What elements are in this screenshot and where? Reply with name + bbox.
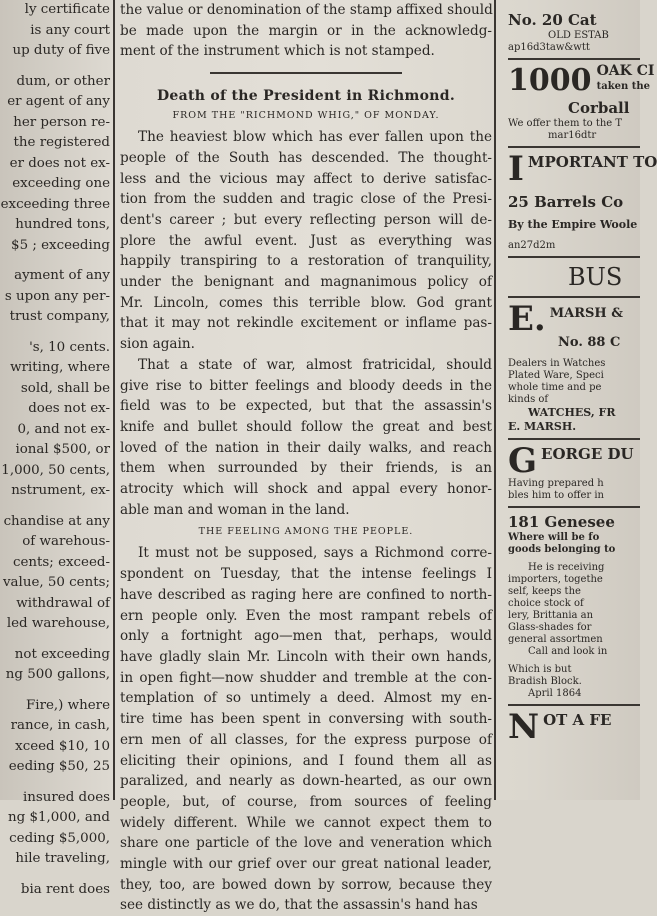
text-line: share one particle of the love and veneration which: [120, 835, 492, 852]
text-line: chandise at any: [3, 513, 110, 529]
text-line: s upon any per-: [4, 288, 110, 304]
text-line: bia rent does: [20, 881, 110, 897]
ad-marsh-sign: E. MARSH.: [508, 420, 577, 433]
text-line: 0, and not ex-: [17, 421, 110, 437]
text-line: templation of so untimely a deed. Almost my en-: [120, 690, 492, 707]
text-line: It must not be supposed, says a Richmond corre-: [138, 545, 492, 562]
text-line: That a state of war, almost fratricidal, should: [138, 356, 492, 373]
ad-genesee-line11: Which is but: [508, 664, 572, 675]
text-line: value, 50 cents;: [2, 575, 110, 590]
article-subhead: THE FEELING AMONG THE PEOPLE.: [198, 526, 414, 538]
ad-genesee-line1: Where will be fo: [508, 532, 600, 543]
ad-marsh-line4: kinds of: [508, 394, 549, 405]
text-line: ayment of any: [14, 268, 110, 283]
text-line: Mr. Lincoln, comes this terrible blow. God grant: [120, 294, 492, 311]
text-line: [0, 778, 110, 788]
paragraph-3: [120, 543, 492, 916]
text-line: eeding $50, 25: [8, 759, 110, 774]
text-line: knife and bullet should follow the great and best: [120, 418, 492, 435]
ad-genesee-line8: Glass-shades for: [508, 622, 592, 633]
text-line: $5 ; exceeding: [11, 237, 110, 253]
text-line: [0, 328, 110, 338]
text-line: eliciting their opinions, and I found them all as: [120, 752, 492, 769]
text-line: [0, 870, 110, 880]
text-line: plore the awful event. Just as everything was: [120, 232, 492, 249]
text-line: people, but, of course, from sources of feeling: [120, 793, 492, 810]
ad-divider: [508, 58, 640, 60]
ad-empire: By the Empire Woole: [508, 218, 638, 231]
text-line: [0, 502, 110, 512]
text-line: they, too, are bowed down by sorrow, because they: [120, 876, 492, 893]
text-line: ng 500 gallons,: [5, 667, 110, 682]
ad-divider: [508, 704, 640, 706]
text-line: that it may not rekindle excitement or inflame pas-: [120, 315, 492, 332]
ad-catalogue-sub: OLD ESTAB: [548, 30, 609, 41]
article-source: FROM THE "RICHMOND WHIG," OF MONDAY.: [172, 110, 440, 122]
text-line: of warehous-: [22, 534, 110, 549]
text-line: hundred tons,: [15, 217, 110, 232]
ad-oak-number: 1000: [508, 63, 592, 98]
text-line: er does not ex-: [9, 155, 110, 171]
text-line: er agent of any: [7, 94, 110, 109]
ad-marsh-line2: Plated Ware, Speci: [508, 370, 604, 381]
text-line: [0, 62, 110, 72]
article-column: [120, 0, 493, 914]
ad-code-1: ap16d3taw&wtt: [508, 42, 590, 53]
ad-divider: [508, 296, 640, 298]
column-rule-left: [113, 0, 115, 800]
text-line: have gladly slain Mr. Lincoln with their own hands,: [120, 648, 492, 665]
text-line: spondent on Tuesday, that the intense feelings I: [120, 566, 492, 583]
left-column: [0, 0, 110, 897]
text-line: ceding $5,000,: [9, 830, 110, 846]
ad-divider: [508, 506, 640, 508]
text-line: widely different. While we cannot expect them to: [120, 814, 492, 831]
text-line: under the benignant and magnanimous policy of: [120, 274, 492, 291]
ad-george-line2: bles him to offer in: [508, 490, 604, 501]
text-line: ly certificate: [24, 2, 110, 17]
text-line: withdrawal of: [16, 595, 110, 611]
text-line: hile traveling,: [15, 851, 110, 866]
business-section-heading: BUS: [568, 263, 623, 291]
text-line: The heaviest blow which has ever fallen upon the: [138, 129, 492, 146]
text-line: give rise to bitter feelings and bloody deeds in the: [120, 377, 492, 394]
text-line: be made upon the margin or in the acknowledg-: [120, 22, 492, 39]
text-line: ional $500, or: [15, 442, 110, 457]
preceding-article-tail: [120, 0, 492, 62]
text-line: insured does: [23, 789, 110, 805]
ad-oak-offer: We offer them to the T: [508, 118, 623, 129]
ad-genesee-line12: Bradish Block.: [508, 676, 582, 687]
text-line: [0, 686, 110, 696]
text-line: happily transpiring to a restoration of tranquility,: [120, 253, 492, 270]
text-line: cents; exceed-: [13, 554, 110, 570]
ad-marsh-address: No. 88 C: [558, 335, 621, 350]
advertisement-column: [500, 0, 657, 800]
ad-marsh-watches: WATCHES, FR: [528, 406, 616, 419]
ad-genesee-line5: self, keeps the: [508, 586, 581, 597]
ad-divider: [508, 438, 640, 440]
text-line: tire time has been spent in conversing with south-: [120, 711, 492, 728]
text-line: ng $1,000, and: [8, 810, 110, 825]
text-line: able man and woman in the land.: [120, 501, 350, 518]
ad-oak-sub: taken the: [596, 81, 650, 92]
ad-catalogue-title: No. 20 Cat: [508, 11, 597, 29]
ad-oak-title: OAK CI: [596, 63, 655, 79]
text-line: 's, 10 cents.: [29, 339, 110, 355]
ad-divider: [508, 256, 640, 258]
ad-genesee-title: 181 Genesee: [508, 513, 615, 531]
text-line: atrocity which will shock and appal every honor-: [120, 481, 492, 498]
text-line: paralized, and nearly as down-hearted, as our own: [120, 773, 492, 790]
ad-genesee-line7: lery, Brittania an: [508, 610, 594, 621]
text-line: tion from the sudden and tragic close of the Presi-: [120, 191, 492, 208]
text-line: exceeding three: [0, 196, 110, 212]
ad-genesee-date: April 1864: [528, 688, 582, 699]
text-line: rance, in cash,: [10, 718, 110, 733]
text-line: sion again.: [120, 336, 195, 353]
paragraph-1: [120, 127, 492, 355]
ad-genesee-line2: goods belonging to: [508, 544, 616, 555]
text-line: field was to be expected, but that the assassin's: [120, 398, 492, 415]
text-line: mingle with our grief over our great national leader,: [120, 856, 492, 873]
ad-notafe-initial: N: [508, 707, 540, 747]
text-line: see distinctly as we do, that the assassin's hand has: [120, 897, 478, 914]
text-line: led warehouse,: [6, 616, 110, 631]
text-line: sold, shall be: [20, 380, 110, 396]
text-line: ern men of all classes, for the express purpose of: [120, 731, 492, 748]
ad-george-title: EORGE DU: [541, 445, 634, 463]
text-line: less and the vicious may affect to derive satisfac-: [120, 170, 492, 187]
text-line: does not ex-: [28, 401, 110, 416]
text-line: writing, where: [10, 360, 110, 375]
ad-notafe-title: OT A FE: [543, 711, 612, 729]
text-line: dum, or other: [16, 73, 110, 89]
paragraph-2: [120, 355, 492, 521]
ad-important-title: MPORTANT TO: [527, 153, 657, 171]
text-line: ment of the instrument which is not stamped.: [120, 43, 435, 60]
text-line: only a fortnight ago—men that, perhaps, would: [120, 628, 492, 645]
text-line: have described as raging here are confined to north-: [120, 586, 492, 603]
ad-genesee-line4: importers, togethe: [508, 574, 603, 585]
text-line: trust company,: [9, 309, 110, 324]
text-line: people of the South has descended. The thought-: [120, 149, 492, 166]
text-line: xceed $10, 10: [15, 738, 110, 754]
text-line: up duty of five: [12, 43, 110, 58]
text-line: ern people only. Even the most rampant rebels of: [120, 607, 492, 624]
text-line: loved of the nation in their daily walks, and reach: [120, 439, 492, 456]
article-headline: Death of the President in Richmond.: [156, 88, 456, 105]
ad-divider: [508, 146, 640, 148]
ad-genesee-line6: choice stock of: [508, 598, 584, 609]
text-line: is any court: [30, 22, 110, 38]
ad-george-line1: Having prepared h: [508, 478, 604, 489]
ad-genesee-line9: general assortmen: [508, 634, 603, 645]
text-line: the registered: [13, 135, 110, 150]
ad-important-initial: I: [508, 149, 524, 189]
text-line: them when surrounded by their friends, is an: [120, 460, 492, 477]
ad-oak-corball: Corball: [568, 99, 630, 117]
text-line: her person re-: [13, 114, 110, 130]
text-line: exceeding one: [12, 176, 110, 191]
text-line: dent's career ; but every reflecting person will de-: [120, 211, 492, 228]
text-line: Fire,) where: [26, 697, 110, 713]
text-line: the value or denomination of the stamp affixed should: [120, 2, 493, 18]
ad-genesee-line3: He is receiving: [528, 562, 605, 573]
ad-george-initial: G: [508, 441, 538, 481]
text-line: [0, 635, 110, 645]
ad-oak-code: mar16dtr: [548, 130, 597, 141]
ad-marsh-title: MARSH &: [549, 306, 623, 321]
ad-marsh-initial: E.: [508, 299, 546, 339]
text-line: nstrument, ex-: [11, 483, 110, 498]
text-line: in open fight—now shudder and tremble at the con-: [120, 669, 492, 686]
ad-marsh-line3: whole time and pe: [508, 382, 602, 393]
ad-marsh-line1: Dealers in Watches: [508, 358, 606, 369]
text-line: [0, 256, 110, 266]
ad-barrels: 25 Barrels Co: [508, 193, 624, 211]
text-line: not exceeding: [14, 646, 110, 662]
column-rule-right: [494, 0, 496, 800]
article-divider: [210, 72, 402, 74]
ad-genesee-line10: Call and look in: [528, 646, 608, 657]
text-line: 1,000, 50 cents,: [1, 462, 110, 478]
ad-code-3: an27d2m: [508, 240, 556, 251]
